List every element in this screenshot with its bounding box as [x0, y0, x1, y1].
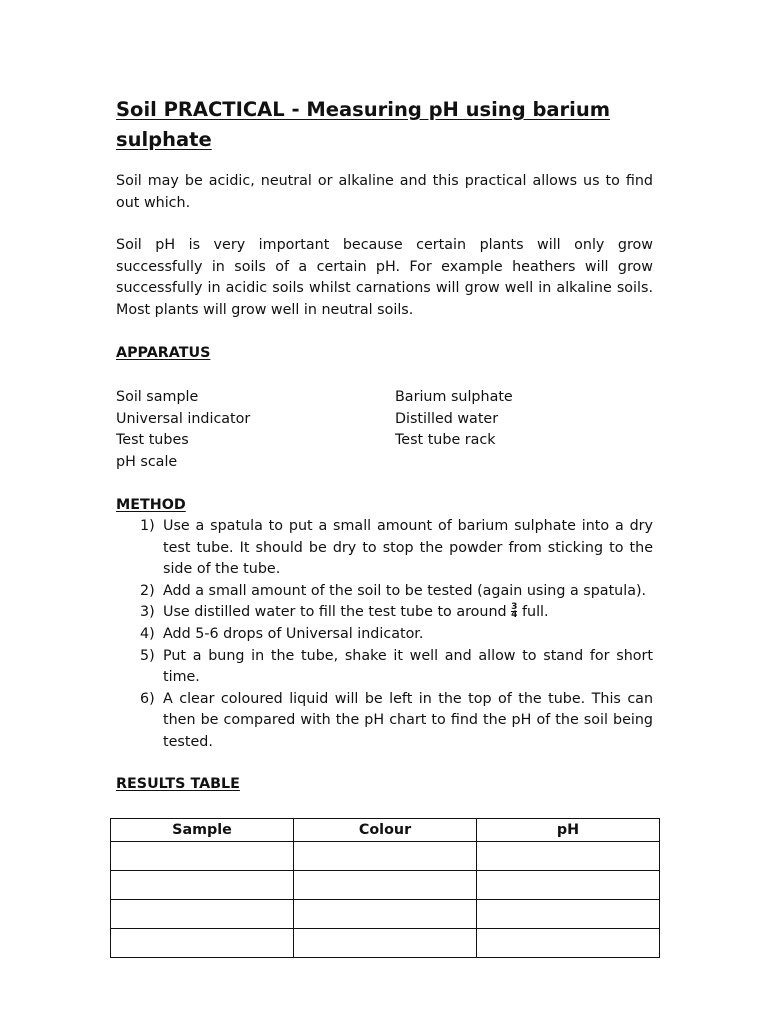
apparatus-item: Barium sulphate: [395, 389, 513, 405]
table-cell: [111, 842, 294, 871]
method-step: 2) Add a small amount of the soil to be tested (again using a spatula).: [140, 582, 647, 599]
results-table: [110, 818, 660, 958]
table-row: [111, 842, 660, 871]
table-row: [111, 871, 660, 900]
table-cell: [294, 871, 477, 900]
method-step: 3) Use distilled water to fill the test tube to around $\frac{3}{4}$ full.: [140, 602, 549, 621]
table-cell: [477, 871, 660, 900]
table-cell: [294, 929, 477, 958]
column-header-sample: Sample: [111, 819, 294, 842]
results-heading: RESULTS TABLE: [116, 776, 240, 792]
table-cell: [477, 842, 660, 871]
method-heading: METHOD: [116, 497, 186, 513]
table-cell: [111, 900, 294, 929]
table-row: [111, 900, 660, 929]
table-cell: [294, 842, 477, 871]
method-step: 4) Add 5-6 drops of Universal indicator.: [140, 625, 424, 642]
apparatus-item: pH scale: [116, 453, 178, 470]
table-header-row: [111, 819, 660, 842]
apparatus-item: Soil sample: [116, 389, 199, 405]
method-step: 1) Use a spatula to put a small amount of barium sulphate into a dry test tube. It should be dry to stop the powder from sticking to the side of the tube.: [140, 518, 653, 578]
results-table-body: [111, 842, 660, 958]
apparatus-heading: APPARATUS: [116, 345, 211, 361]
apparatus-list-left: [116, 387, 250, 473]
method-steps: [116, 516, 653, 754]
method-step: 5) Put a bung in the tube, shake it well and allow to stand for short time.: [140, 647, 653, 686]
table-cell: [477, 900, 660, 929]
table-cell: [294, 900, 477, 929]
column-header-colour: Colour: [294, 819, 477, 842]
table-cell: [477, 929, 660, 958]
column-header-ph: pH: [477, 819, 660, 842]
importance-paragraph: Soil pH is very important because certain plants will only grow successfully in soils of a certain pH. For example heathers will grow successfully in acidic soils whilst carnations will grow well in alkaline soils. Most plants will grow well in neutral soils.: [116, 237, 653, 318]
apparatus-list-right: [395, 387, 513, 452]
apparatus-item: Test tubes: [116, 432, 189, 449]
apparatus-item: Universal indicator: [116, 410, 251, 427]
table-cell: [111, 871, 294, 900]
fraction-three-quarters: $\frac{3}{4}$: [511, 602, 518, 621]
apparatus-item: Distilled water: [395, 410, 499, 427]
page-title: Soil PRACTICAL - Measuring pH using barium sulphate: [116, 98, 611, 151]
apparatus-item: Test tube rack: [395, 432, 496, 449]
method-step: 6) A clear coloured liquid will be left in the top of the tube. This can then be compared with the pH chart to find the pH of the soil being tested.: [140, 690, 653, 750]
table-cell: [111, 929, 294, 958]
intro-paragraph: Soil may be acidic, neutral or alkaline and this practical allows us to find out which.: [116, 173, 653, 211]
table-row: [111, 929, 660, 958]
